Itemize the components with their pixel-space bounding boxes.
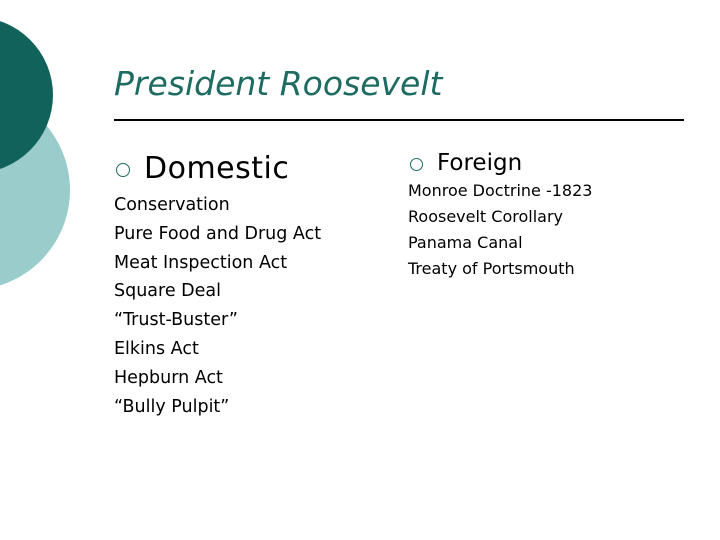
decorative-circles (0, 0, 80, 300)
foreign-list (408, 178, 592, 282)
domestic-heading-label: Domestic (144, 150, 290, 186)
list-item: Hepburn Act (114, 367, 223, 388)
list-item: Treaty of Portsmouth (408, 259, 575, 278)
list-item: Roosevelt Corollary (408, 207, 563, 226)
domestic-heading (116, 148, 321, 188)
list-item: Pure Food and Drug Act (114, 223, 322, 244)
foreign-column (408, 148, 592, 282)
title-divider (114, 119, 684, 121)
list-item: Monroe Doctrine -1823 (408, 181, 593, 200)
list-item: Elkins Act (114, 338, 199, 359)
domestic-column (114, 148, 321, 421)
list-item: “Trust-Buster” (114, 310, 238, 331)
foreign-heading-label: Foreign (437, 150, 523, 176)
list-item: Conservation (114, 195, 230, 215)
slide-title: President Roosevelt (114, 64, 443, 103)
foreign-heading (410, 148, 592, 178)
list-item: Panama Canal (408, 233, 523, 252)
list-item: “Bully Pulpit” (114, 396, 230, 417)
domestic-list (114, 191, 321, 421)
list-item: Meat Inspection Act (114, 252, 288, 273)
list-item: Square Deal (114, 281, 221, 302)
circle-bullet-icon (410, 158, 423, 171)
circle-bullet-icon (116, 163, 130, 177)
